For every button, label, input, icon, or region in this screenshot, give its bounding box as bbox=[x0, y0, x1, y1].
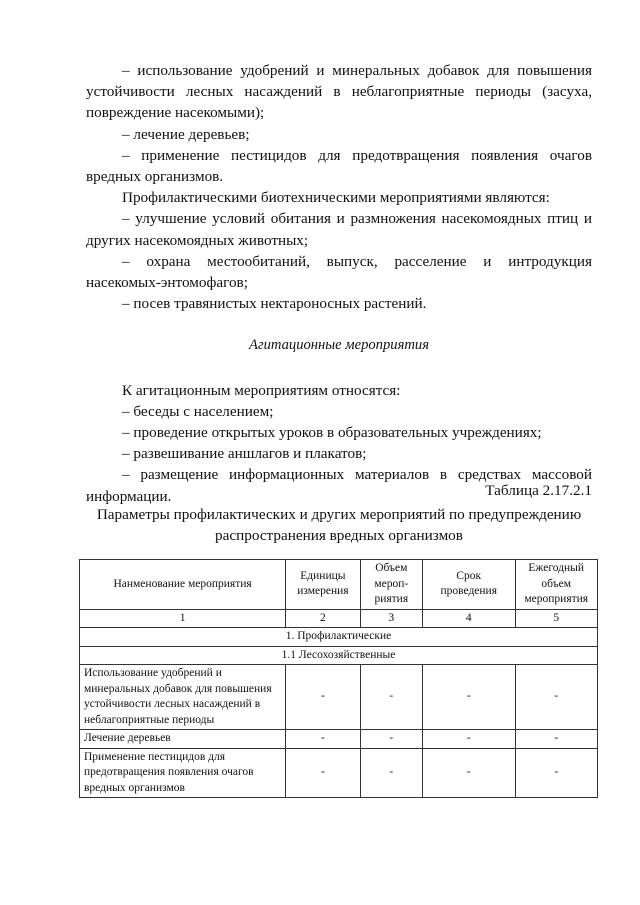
row-period-cell: - bbox=[422, 730, 515, 749]
row-units-cell: - bbox=[286, 730, 360, 749]
paragraph-fertilizers: – использование удобрений и минеральных добавок для повышения устойчивости лесных насаждений в неблагоприятные периоды (засуха, повреждение насекомыми); bbox=[86, 62, 592, 122]
subsection-cell: 1.1 Лесохозяйственные bbox=[80, 646, 598, 665]
row-annual-cell: - bbox=[515, 730, 598, 749]
table-header-row bbox=[80, 560, 598, 610]
table-title: Параметры профилактических и других мероприятий по предупреждению распространения вредных организмов bbox=[96, 505, 582, 544]
header-cell-annual: Ежегодный объем мероприятия bbox=[515, 560, 598, 610]
column-number-cell: 2 bbox=[286, 609, 360, 628]
row-name-cell: Применение пестицидов для предотвращения появления очагов вредных организмов bbox=[80, 748, 286, 798]
row-volume-cell: - bbox=[360, 730, 422, 749]
paragraph-posters: – развешивание аншлагов и плакатов; bbox=[122, 445, 367, 463]
table-row bbox=[80, 665, 598, 730]
paragraph-pesticides: – применение пестицидов для предотвращения появления очагов вредных организмов. bbox=[86, 146, 592, 186]
table-caption bbox=[86, 480, 592, 547]
paragraph-open-lessons: – проведение открытых уроков в образовательных учреждениях; bbox=[122, 424, 542, 442]
body-text bbox=[86, 60, 592, 507]
parameters-table bbox=[79, 559, 598, 798]
row-volume-cell: - bbox=[360, 665, 422, 730]
column-number-cell: 1 bbox=[80, 609, 286, 628]
row-units-cell: - bbox=[286, 748, 360, 798]
row-units-cell: - bbox=[286, 665, 360, 730]
paragraph-agitation-intro: К агитационным мероприятиям относятся: bbox=[122, 381, 401, 399]
section-row bbox=[80, 628, 598, 647]
header-cell-name: Нанменование мероприятия bbox=[80, 560, 286, 610]
paragraph-entomophages: – охрана местообитаний, выпуск, расселение и интродукция насекомых-энтомофагов; bbox=[86, 252, 592, 292]
section-cell: 1. Профилактические bbox=[80, 628, 598, 647]
header-cell-units: Единицы измерения bbox=[286, 560, 360, 610]
column-number-row bbox=[80, 609, 598, 628]
table-row bbox=[80, 730, 598, 749]
column-number-cell: 5 bbox=[515, 609, 598, 628]
paragraph-birds: – улучшение условий обитания и размножения насекомоядных птиц и других насекомоядных животных; bbox=[86, 210, 592, 249]
header-cell-volume: Объем мероп-риятия bbox=[360, 560, 422, 610]
row-annual-cell: - bbox=[515, 748, 598, 798]
paragraph-media: – размещение информационных материалов в средствах массовой информации. bbox=[86, 466, 592, 505]
row-period-cell: - bbox=[422, 665, 515, 730]
row-annual-cell: - bbox=[515, 665, 598, 730]
column-number-cell: 4 bbox=[422, 609, 515, 628]
row-name-cell: Лечение деревьев bbox=[80, 730, 286, 749]
row-period-cell: - bbox=[422, 748, 515, 798]
paragraph-nectar-plants: – посев травянистых нектароносных растений. bbox=[122, 295, 427, 313]
paragraph-conversations: – беседы с населением; bbox=[122, 402, 274, 420]
row-name-cell: Использование удобрений и минеральных добавок для повышения устойчивости лесных насаждений в неблагоприятные периоды bbox=[80, 665, 286, 730]
paragraph-tree-treatment: – лечение деревьев; bbox=[122, 125, 250, 143]
table-row bbox=[80, 748, 598, 798]
column-number-cell: 3 bbox=[360, 609, 422, 628]
table-number: Таблица 2.17.2.1 bbox=[485, 482, 592, 499]
subsection-row bbox=[80, 646, 598, 665]
header-cell-period: Срок проведения bbox=[422, 560, 515, 610]
paragraph-biotech-intro: Профилактическими биотехническими мероприятиями являются: bbox=[122, 189, 550, 207]
section-heading: Агитационные мероприятия bbox=[249, 337, 429, 354]
row-volume-cell: - bbox=[360, 748, 422, 798]
